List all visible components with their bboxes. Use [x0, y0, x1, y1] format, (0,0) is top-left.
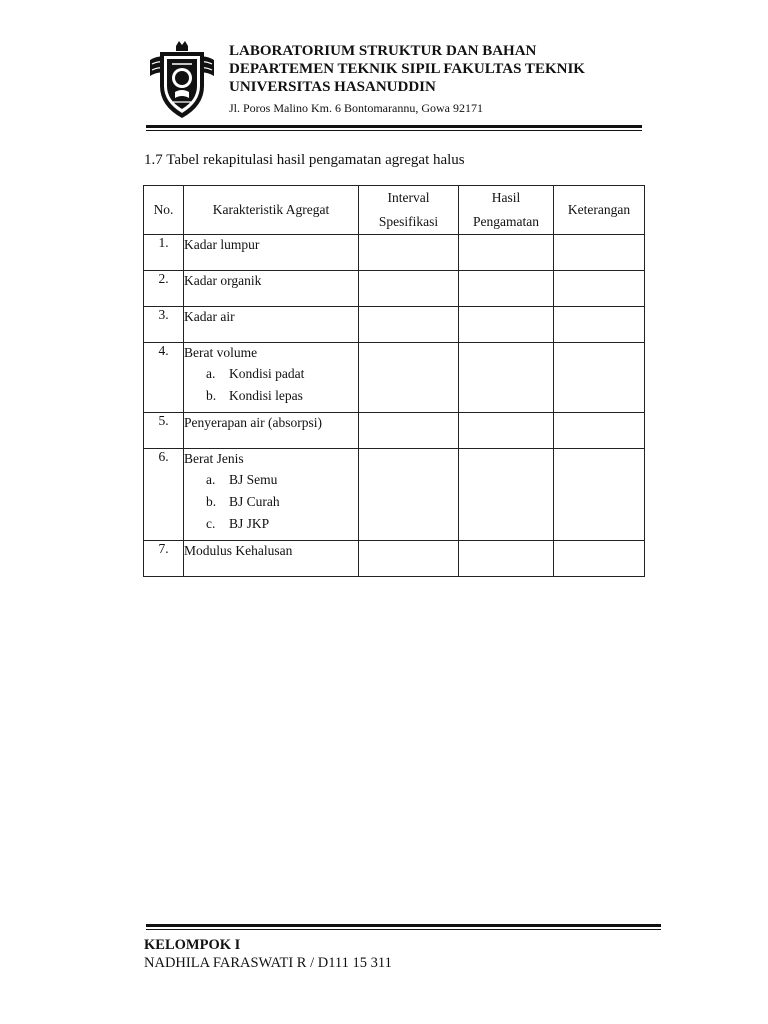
- row-number: 3.: [144, 307, 184, 343]
- cell-hasil: [459, 235, 554, 271]
- cell-interval: [359, 449, 459, 541]
- lab-name: LABORATORIUM STRUKTUR DAN BAHAN: [229, 43, 537, 59]
- footer-rule-thin: [146, 929, 661, 930]
- sub-item: [184, 363, 358, 385]
- section-title: 1.7 Tabel rekapitulasi hasil pengamatan agregat halus: [144, 152, 465, 168]
- cell-hasil: [459, 449, 554, 541]
- address: Jl. Poros Malino Km. 6 Bontomarannu, Gowa 92171: [229, 101, 483, 115]
- header-hasil: [459, 186, 554, 235]
- cell-interval: [359, 307, 459, 343]
- table-row: [144, 307, 645, 343]
- header-hasil-line2: Pengamatan: [473, 214, 539, 229]
- cell-keterangan: [554, 343, 645, 413]
- sub-item: [184, 469, 358, 491]
- cell-hasil: [459, 271, 554, 307]
- group-name: KELOMPOK I: [144, 937, 241, 953]
- row-label-group: [184, 449, 359, 541]
- table-row: [144, 541, 645, 577]
- author-name: NADHILA FARASWATI R / D111 15 311: [144, 955, 392, 971]
- row-label: Kadar air: [184, 307, 359, 343]
- row-label: Penyerapan air (absorpsi): [184, 413, 359, 449]
- cell-keterangan: [554, 541, 645, 577]
- row-label: Berat volume: [184, 345, 258, 360]
- row-number: 6.: [144, 449, 184, 541]
- sub-item-marker: b.: [206, 388, 217, 403]
- cell-keterangan: [554, 307, 645, 343]
- sub-item-label: BJ Curah: [229, 494, 280, 509]
- header-interval-line2: Spesifikasi: [378, 214, 439, 229]
- row-label: Kadar organik: [184, 271, 359, 307]
- sub-item: [184, 385, 358, 407]
- cell-hasil: [459, 343, 554, 413]
- row-label: Kadar lumpur: [184, 235, 359, 271]
- cell-interval: [359, 413, 459, 449]
- header-no: No.: [144, 186, 184, 235]
- cell-interval: [359, 235, 459, 271]
- sub-item-label: Kondisi lepas: [229, 388, 303, 403]
- row-label: Berat Jenis: [184, 451, 244, 466]
- table-row: [144, 271, 645, 307]
- sub-item-label: BJ JKP: [229, 516, 270, 531]
- header-interval: [359, 186, 459, 235]
- cell-hasil: [459, 541, 554, 577]
- row-number: 1.: [144, 235, 184, 271]
- row-label-group: [184, 343, 359, 413]
- header-interval-line1: Interval: [387, 190, 430, 205]
- cell-hasil: [459, 307, 554, 343]
- header-karakteristik: Karakteristik Agregat: [184, 186, 359, 235]
- row-number: 7.: [144, 541, 184, 577]
- cell-interval: [359, 343, 459, 413]
- cell-interval: [359, 271, 459, 307]
- department-name: DEPARTEMEN TEKNIK SIPIL FAKULTAS TEKNIK: [229, 61, 585, 77]
- cell-keterangan: [554, 449, 645, 541]
- cell-keterangan: [554, 413, 645, 449]
- row-label: Modulus Kehalusan: [184, 541, 359, 577]
- university-emblem-icon: [146, 40, 218, 122]
- sub-item-marker: a.: [206, 366, 216, 381]
- row-number: 2.: [144, 271, 184, 307]
- recap-table: [143, 185, 645, 577]
- row-number: 5.: [144, 413, 184, 449]
- table-row: [144, 449, 645, 541]
- cell-keterangan: [554, 235, 645, 271]
- table-row: [144, 235, 645, 271]
- header-rule-thin: [146, 130, 642, 131]
- table-row: [144, 343, 645, 413]
- header-hasil-line1: Hasil: [491, 190, 521, 205]
- sub-item: [184, 491, 358, 513]
- letterhead: [229, 42, 585, 116]
- footer: [144, 936, 392, 972]
- sub-item-marker: b.: [206, 494, 217, 509]
- header-keterangan: Keterangan: [554, 186, 645, 235]
- cell-interval: [359, 541, 459, 577]
- sub-item-label: BJ Semu: [229, 472, 278, 487]
- cell-keterangan: [554, 271, 645, 307]
- cell-hasil: [459, 413, 554, 449]
- header-rule-thick: [146, 125, 642, 128]
- sub-item-marker: c.: [206, 516, 216, 531]
- row-number: 4.: [144, 343, 184, 413]
- sub-item-marker: a.: [206, 472, 216, 487]
- sub-item: [184, 513, 358, 535]
- university-name: UNIVERSITAS HASANUDDIN: [229, 79, 436, 95]
- footer-rule-thick: [146, 924, 661, 927]
- table-row: [144, 413, 645, 449]
- table-header-row: [144, 186, 645, 235]
- sub-item-label: Kondisi padat: [229, 366, 305, 381]
